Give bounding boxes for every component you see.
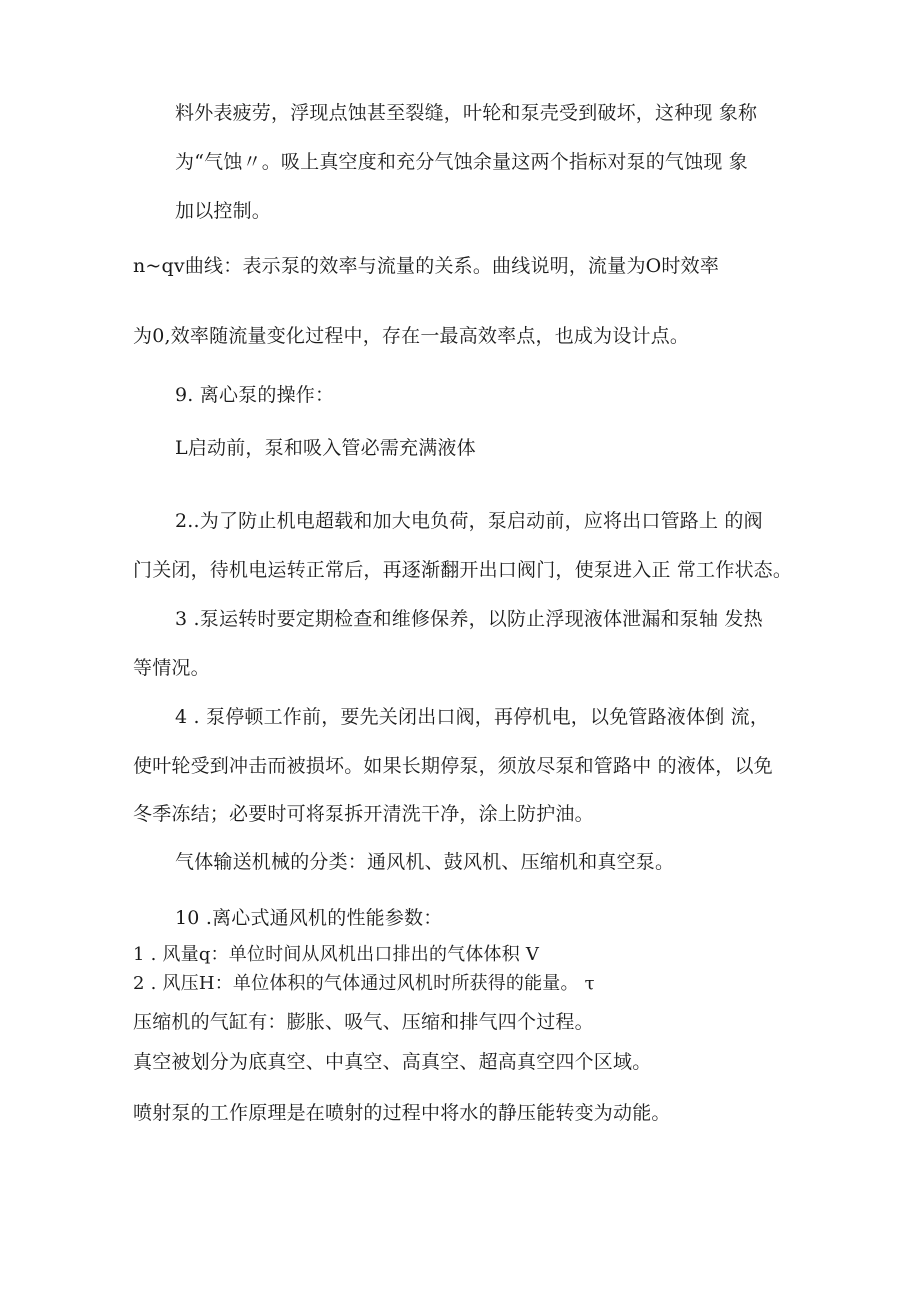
text-line: 真空被划分为底真空、中真空、高真空、超高真空四个区域。: [133, 1051, 652, 1073]
text-line: 3 .泵运转时要定期检查和维修保养，以防止浮现液体泄漏和泵轴 发热: [175, 608, 763, 630]
text-line: 料外表疲劳，浮现点蚀甚至裂缝，叶轮和泵壳受到破坏，这种现 象称: [175, 102, 758, 124]
text-line: 使叶轮受到冲击而被损坏。如果长期停泵，须放尽泵和管路中 的液体，以免: [133, 755, 773, 777]
text-line: 等情况。: [133, 657, 210, 679]
section-heading: 10 .离心式通风机的性能参数：: [175, 907, 443, 929]
text-line: 4 . 泵停顿工作前，要先关闭出口阀，再停机电，以免管路液体倒 流，: [175, 706, 770, 728]
text-line: 冬季冻结；必要时可将泵拆开清洗干净，涂上防护油。: [133, 803, 594, 825]
text-line: 为0,效率随流量变化过程中，存在一最高效率点，也成为设计点。: [133, 325, 690, 347]
text-line: 气体输送机械的分类：通风机、鼓风机、压缩机和真空泵。: [175, 851, 675, 873]
text-line: 门关闭，待机电运转正常后，再逐渐翻开出口阀门，使泵进入正 常工作状态。: [133, 559, 793, 581]
list-item: 1 . 风量q：单位时间从风机出口排出的气体体积 V: [133, 944, 540, 965]
section-heading: 9. 离心泵的操作：: [175, 384, 335, 406]
text-line: 压缩机的气缸有：膨胀、吸气、压缩和排气四个过程。: [133, 1011, 594, 1033]
text-line: 喷射泵的工作原理是在喷射的过程中将水的静压能转变为动能。: [133, 1102, 671, 1124]
text-line: 为“气蚀〃。吸上真空度和充分气蚀余量这两个指标对泵的气蚀现 象: [175, 151, 748, 173]
text-line: 2..为了防止机电超载和加大电负荷，泵启动前，应将出口管路上 的阀: [175, 510, 763, 532]
list-item: 2 . 风压H：单位体积的气体通过风机时所获得的能量。 τ: [133, 973, 595, 994]
text-line: 加以控制。: [175, 200, 272, 222]
text-line: n~qv曲线：表示泵的效率与流量的关系。曲线说明，流量为O时效率: [133, 255, 720, 277]
text-line: L启动前，泵和吸入管必需充满液体: [175, 437, 476, 459]
